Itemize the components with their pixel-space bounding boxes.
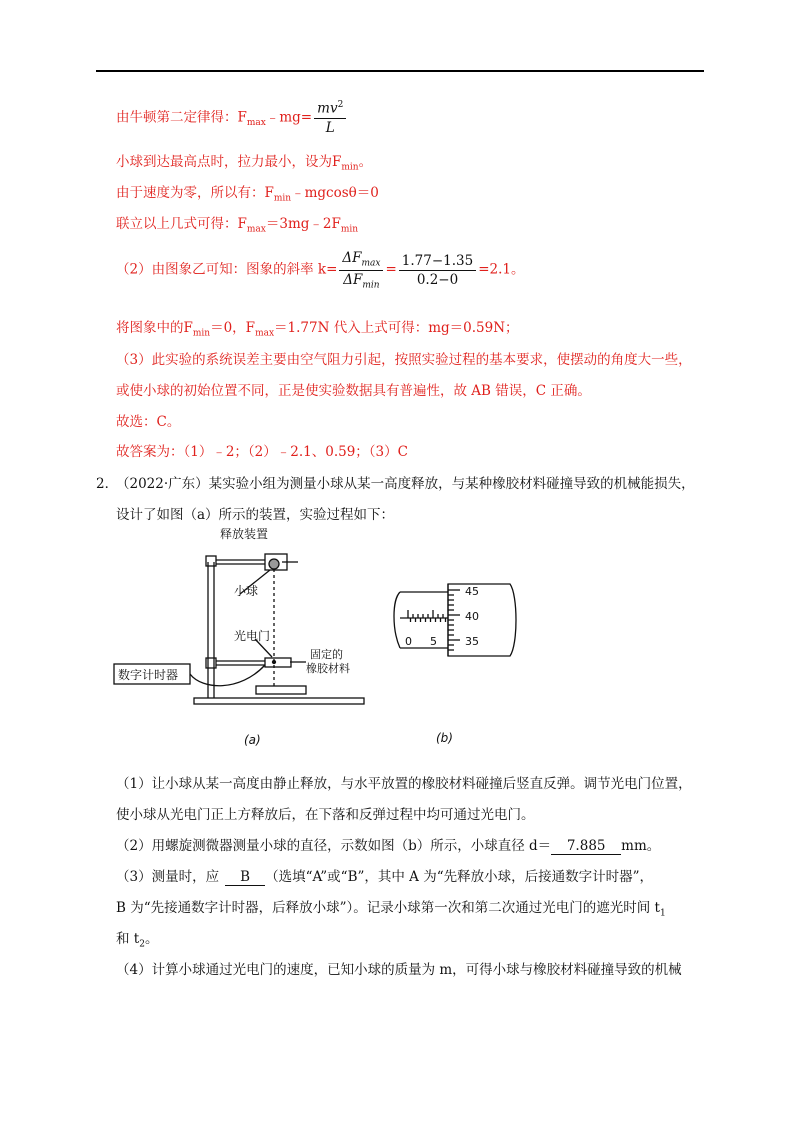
header-rule (96, 70, 704, 72)
part3-line-1: （3）测量时，应 B （选填“A”或“B”，其中 A 为“先释放小球，后接通数字计时器”， (116, 869, 654, 885)
release-device-label: 释放装置 (220, 527, 269, 541)
part1-line-1: （1）让小球从某一高度由静止释放，与水平放置的橡胶材料碰撞后竖直反弹。调节光电门位置， (116, 776, 692, 792)
figure-a-caption: (a) (244, 733, 261, 747)
top-point-line: 小球到达最高点时，拉力最小，设为$F_{min}$。 (116, 154, 373, 173)
rubber-label-2: 橡胶材料 (306, 662, 350, 675)
order-answer: B (225, 869, 265, 886)
newton-law-line: 由牛顿第二定律得：$F_{max}﹣mg=$ $\frac{mv^2}{L}$ (116, 100, 348, 136)
mv2-over-L-fraction: $\frac{mv^2}{L}$ (314, 100, 346, 136)
part3-line-3: 和 $t_2$。 (116, 931, 159, 950)
combine-line: 联立以上几式可得：$F_{max}=3mg﹣2F_{min}$ (116, 216, 359, 235)
thimble-40-label: 40 (465, 610, 479, 623)
sleeve-0-label: 0 (405, 635, 412, 648)
ball (269, 559, 279, 569)
thimble-35-label: 35 (465, 635, 479, 648)
thimble (448, 584, 516, 656)
slope-line: （2）由图象乙可知：图象的斜率 k= $\frac{\Delta F_{max}}{\Delta F_{min}}$ = $\frac{1.77-1.35}{0.2-0}$ =2.1。 (116, 250, 525, 291)
error-line-2: 或使小球的初始位置不同，正是使实验数据具有普遍性，故 AB 错误，C 正确。 (116, 383, 591, 399)
choice-line: 故选：C。 (116, 414, 181, 430)
part1-line-2: 使小球从光电门正上方释放后，在下落和反弹过程中均可通过光电门。 (116, 807, 535, 823)
part4-line-1: （4）计算小球通过光电门的速度，已知小球的质量为 m，可得小球与橡胶材料碰撞导致的机械 (116, 962, 682, 978)
delta-f-fraction: $\frac{\Delta F_{max}}{\Delta F_{min}}$ (339, 250, 383, 290)
part2-line: （2）用螺旋测微器测量小球的直径，示数如图（b）所示，小球直径 d＝ 7.885 mm。 (116, 838, 661, 854)
numeric-slope-fraction: $\frac{1.77-1.35}{0.2-0}$ (399, 253, 476, 288)
answer-line: 故答案为：（1）﹣2；（2）﹣2.1、0.59；（3）C (116, 444, 408, 460)
figure-b-caption: (b) (436, 731, 453, 745)
timer-label: 数字计时器 (118, 668, 179, 682)
photogate (265, 658, 291, 667)
substitute-line: 将图象中的$F_{min}=0$，$F_{max}=1.77N$ 代入上式可得：mg＝0.59N； (116, 320, 519, 339)
part3-line-2: B 为“先接通数字计时器，后释放小球”）。记录小球第一次和第二次通过光电门的遮光时间 $t_1$ (116, 900, 666, 919)
figure-b-micrometer (390, 570, 530, 750)
error-line-1: （3）此实验的系统误差主要由空气阻力引起，按照实验过程的基本要求，使摆动的角度大一些， (116, 352, 692, 368)
question-line-1: （2022·广东）某实验小组为测量小球从某一高度释放，与某种橡胶材料碰撞导致的机械能损失， (116, 476, 695, 492)
diameter-answer: 7.885 (551, 838, 621, 855)
rubber-material (256, 686, 306, 694)
zero-velocity-line: 由于速度为零，所以有：$F_{min}﹣mgcos\theta=0$ (116, 185, 379, 204)
rubber-label-1: 固定的 (310, 648, 343, 661)
photogate-label: 光电门 (234, 629, 271, 643)
question-number: 2． (96, 476, 119, 492)
thimble-45-label: 45 (465, 585, 479, 598)
timer-cable (190, 665, 265, 686)
anvil-left-edge (394, 592, 400, 648)
ball-label: 小球 (234, 584, 259, 598)
question-line-2: 设计了如图（a）所示的装置，实验过程如下： (116, 507, 395, 523)
base-plate (194, 698, 364, 704)
figure-a-apparatus (110, 522, 370, 752)
sleeve-5-label: 5 (430, 635, 437, 648)
